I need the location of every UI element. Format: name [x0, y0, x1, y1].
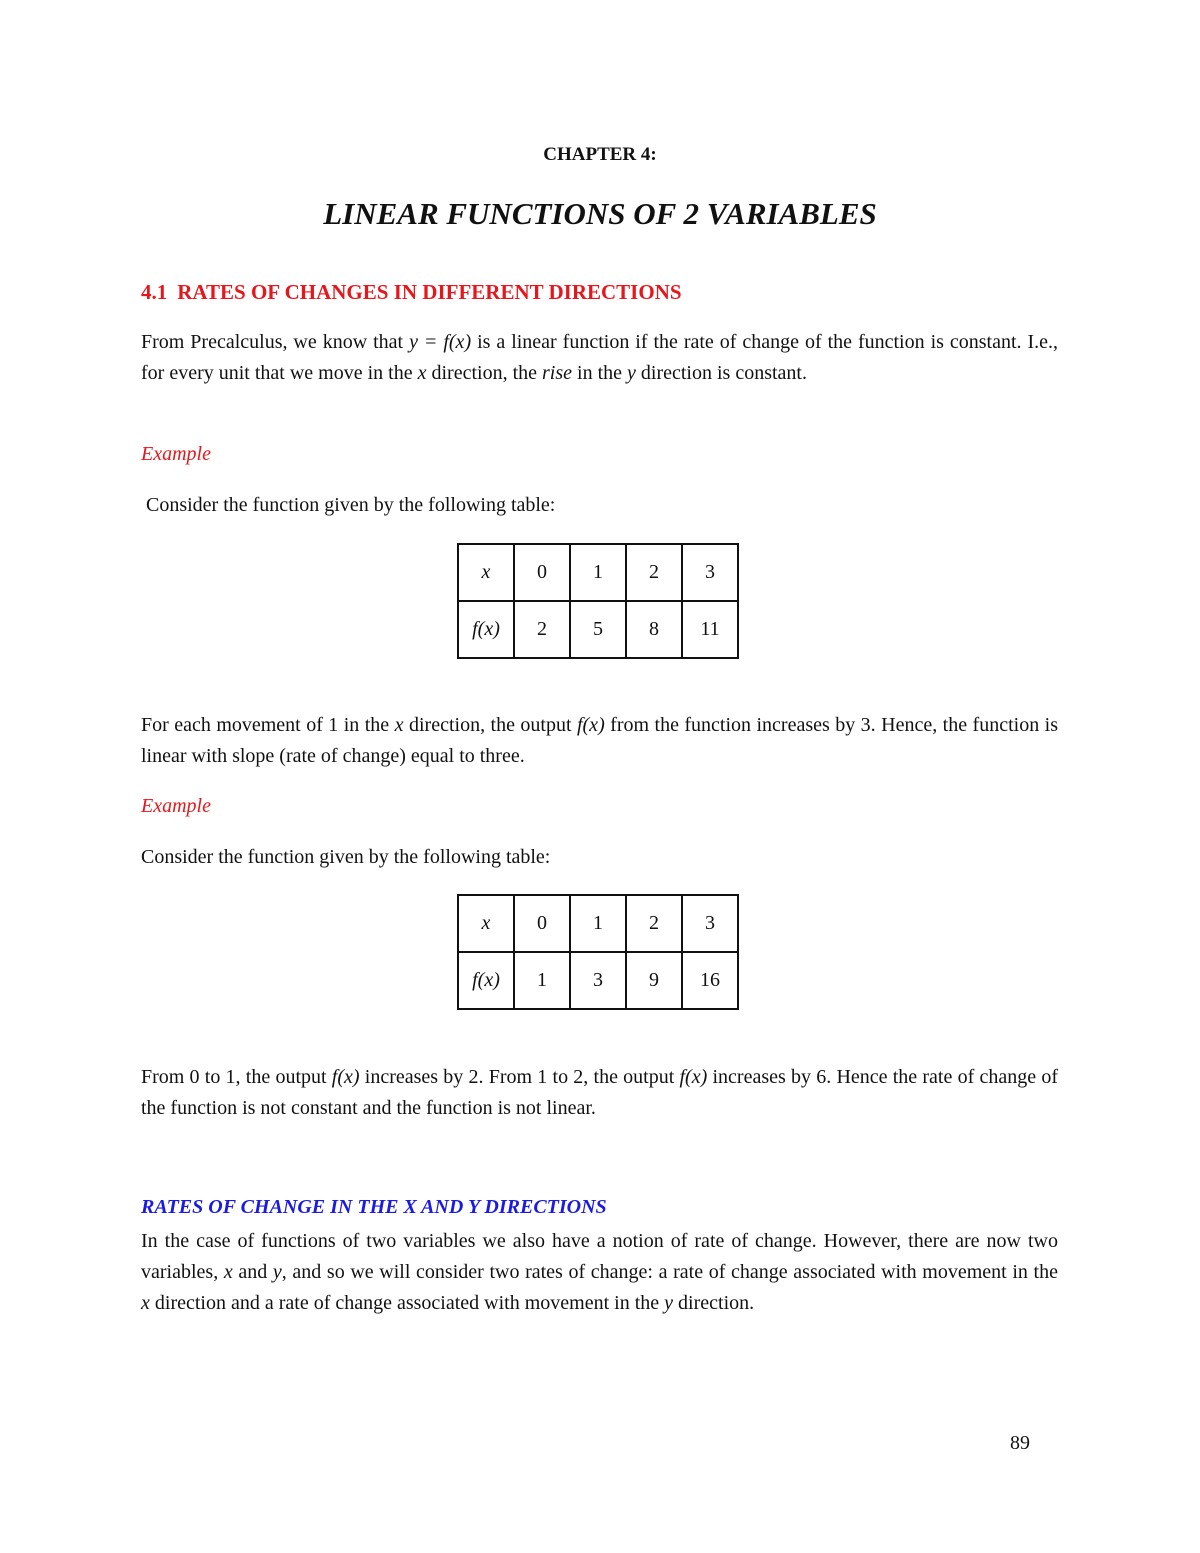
text-run: direction is constant. — [635, 362, 807, 384]
table-header-fx: f(x) — [458, 952, 514, 1009]
example-intro: Consider the function given by the following table: — [141, 494, 556, 516]
section-title: RATES OF CHANGES IN DIFFERENT DIRECTIONS — [177, 280, 682, 304]
example-conclusion — [141, 710, 1058, 772]
text-run: direction, the output — [403, 714, 577, 736]
table-cell: 3 — [682, 895, 738, 952]
text-run: , and so we will consider two rates of change: a rate of change associated with movement in the — [281, 1261, 1058, 1283]
table-cell: 16 — [682, 952, 738, 1009]
table-cell: 2 — [626, 544, 682, 601]
variable: x — [223, 1261, 233, 1283]
chapter-label: CHAPTER 4: — [543, 144, 657, 165]
table-row — [458, 895, 738, 952]
table-cell: 5 — [570, 601, 626, 658]
table-cell: 2 — [514, 601, 570, 658]
table-cell: 11 — [682, 601, 738, 658]
function-table — [457, 894, 739, 1010]
table-header-fx: f(x) — [458, 601, 514, 658]
text-run: For each movement of 1 in the — [141, 714, 395, 736]
text-run: and — [232, 1261, 273, 1283]
table-cell: 1 — [570, 895, 626, 952]
subsection-paragraph — [141, 1226, 1058, 1319]
variable: x — [141, 1292, 150, 1314]
table-header-x: x — [458, 895, 514, 952]
example-conclusion — [141, 1062, 1058, 1124]
text-run: direction, the — [426, 362, 543, 384]
table-cell: 9 — [626, 952, 682, 1009]
function-notation: f(x) — [331, 1066, 360, 1088]
text-run: In the case of functions of two variables we also have a notion of rate of change. However, there are now two variables, — [141, 1230, 1058, 1283]
page-number: 89 — [1010, 1432, 1030, 1454]
text-run: direction and a rate of change associated with movement in the — [149, 1292, 665, 1314]
chapter-title: LINEAR FUNCTIONS OF 2 VARIABLES — [323, 196, 877, 231]
function-notation: f(x) — [679, 1066, 708, 1088]
variable: y — [272, 1261, 282, 1283]
text-run: increases by 6. Hence the rate of change of the function is not constant and the function is not linear. — [141, 1066, 1058, 1119]
function-table — [457, 543, 739, 659]
example-label: Example — [141, 795, 211, 817]
example-intro: Consider the function given by the following table: — [141, 846, 551, 868]
text-run: from the function increases by 3. Hence, the function is linear with slope (rate of change) equal to three. — [141, 714, 1058, 767]
text-run: From Precalculus, we know that — [141, 331, 410, 353]
table-row — [458, 544, 738, 601]
subsection-heading: RATES OF CHANGE IN THE X AND Y DIRECTIONS — [141, 1196, 607, 1218]
text-run: in the — [572, 362, 628, 384]
intro-paragraph — [141, 327, 1058, 389]
table-cell: 0 — [514, 895, 570, 952]
emphasis: rise — [542, 362, 573, 384]
variable: x — [417, 362, 427, 384]
table-header-x: x — [458, 544, 514, 601]
section-number: 4.1 — [141, 280, 168, 304]
table-cell: 8 — [626, 601, 682, 658]
equation: y = f(x) — [409, 331, 472, 353]
table-cell: 3 — [682, 544, 738, 601]
table-cell: 0 — [514, 544, 570, 601]
table-cell: 1 — [570, 544, 626, 601]
example-label: Example — [141, 443, 211, 465]
variable: y — [627, 362, 636, 384]
variable: x — [394, 714, 404, 736]
function-notation: f(x) — [576, 714, 605, 736]
section-heading — [141, 280, 682, 305]
text-run: direction. — [673, 1292, 755, 1314]
table-row — [458, 952, 738, 1009]
variable: y — [664, 1292, 674, 1314]
table-cell: 2 — [626, 895, 682, 952]
text-run: increases by 2. From 1 to 2, the output — [359, 1066, 680, 1088]
table-cell: 1 — [514, 952, 570, 1009]
table-row — [458, 601, 738, 658]
text-run: From 0 to 1, the output — [141, 1066, 332, 1088]
table-cell: 3 — [570, 952, 626, 1009]
text-run: is a linear function if the rate of change of the function is constant. I.e., for every unit that we move in the — [141, 331, 1059, 384]
